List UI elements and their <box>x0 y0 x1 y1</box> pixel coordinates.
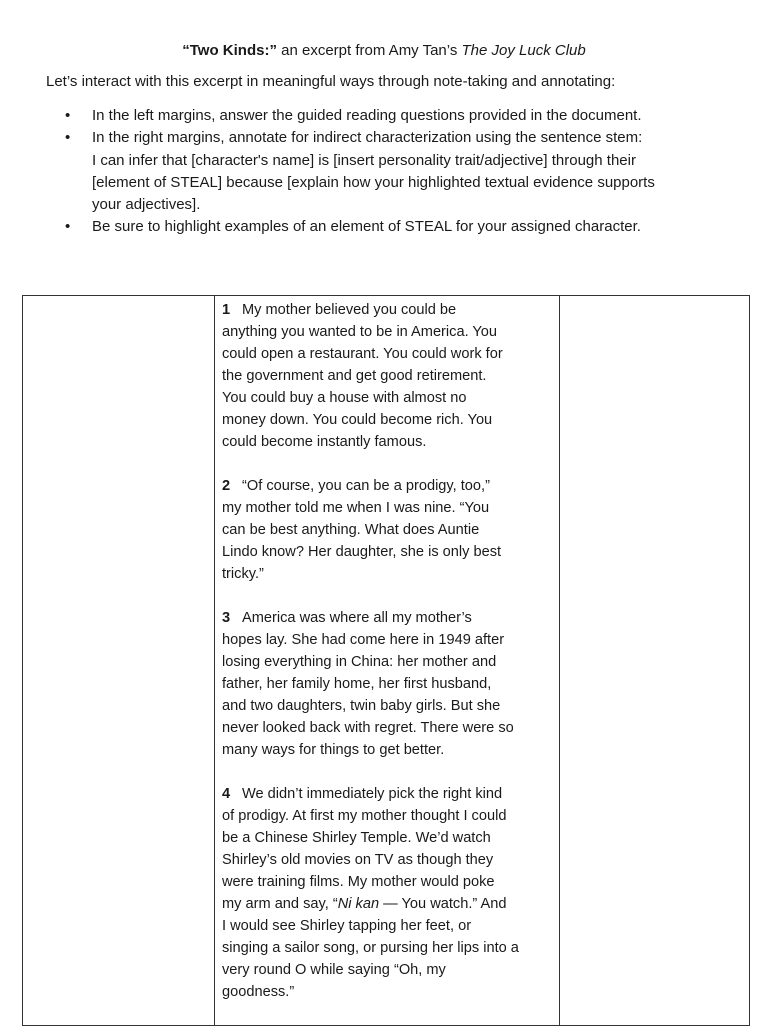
instruction-line: Be sure to highlight examples of an element of STEAL for your assigned character. <box>92 218 641 236</box>
passage-line: Lindo know? Her daughter, she is only best <box>222 544 502 560</box>
passage-line: be a Chinese Shirley Temple. We’d watch <box>222 830 491 846</box>
passage-line <box>222 607 559 629</box>
passage-line: were training films. My mother would poke <box>222 874 495 890</box>
passage-line: tricky.” <box>222 566 264 582</box>
instruction-list <box>46 105 726 239</box>
right-margin-annotations[interactable] <box>560 296 750 1026</box>
passage-line: Shirley’s old movies on TV as though they <box>222 852 494 868</box>
instruction-line: [element of STEAL] because [explain how your highlighted textual evidence supports <box>92 173 655 191</box>
passage-line: many ways for things to get better. <box>222 742 445 758</box>
passage-paragraph <box>222 475 559 585</box>
bullet-icon: • <box>65 218 71 236</box>
passage-line <box>222 475 559 497</box>
passage-line: singing a sailor song, or pursing her lips into a <box>222 940 519 956</box>
passage-column <box>215 296 560 1026</box>
passage-line: losing everything in China: her mother and <box>222 654 497 670</box>
passage-text-pre: my arm and say, “ <box>222 896 338 912</box>
passage-line: my mother told me when I was nine. “You <box>222 500 490 516</box>
passage-line: very round O while saying “Oh, my <box>222 962 446 978</box>
passage-paragraph <box>222 299 559 453</box>
instruction-line: your adjectives]. <box>92 196 201 214</box>
passage-line: goodness.” <box>222 984 295 1000</box>
passage-text-post: — You watch.” And <box>379 896 507 912</box>
passage-line: never looked back with regret. There were so <box>222 720 514 736</box>
passage-text: “Of course, you can be a prodigy, too,” <box>242 478 490 494</box>
passage-line: the government and get good retirement. <box>222 368 487 384</box>
passage-paragraph <box>222 607 559 761</box>
title-bold: “Two Kinds:” <box>182 42 277 59</box>
passage-line: You could buy a house with almost no <box>222 390 467 406</box>
passage-paragraph <box>222 783 559 1003</box>
passage-text: America was where all my mother’s <box>242 610 472 626</box>
passage-line: could become instantly famous. <box>222 434 427 450</box>
passage-line <box>222 893 559 915</box>
passage-line: and two daughters, twin baby girls. But she <box>222 698 501 714</box>
title-text: an excerpt from Amy Tan’s <box>276 42 462 59</box>
instruction-item <box>46 216 726 238</box>
passage-line <box>222 783 559 805</box>
passage-line: I would see Shirley tapping her feet, or <box>222 918 472 934</box>
instruction-item <box>46 127 726 216</box>
document-title <box>0 42 768 59</box>
instruction-line: I can infer that [character's name] is [insert personality trait/adjective] through their <box>92 151 636 169</box>
passage-line: of prodigy. At first my mother thought I could <box>222 808 507 824</box>
instruction-line: In the left margins, answer the guided reading questions provided in the document. <box>92 107 642 124</box>
passage-line: anything you wanted to be in America. You <box>222 324 498 340</box>
passage-text: My mother believed you could be <box>242 302 457 318</box>
title-book: The Joy Luck Club <box>461 42 586 59</box>
paragraph-number: 2 <box>222 478 231 494</box>
bullet-icon: • <box>65 107 71 124</box>
passage-line: hopes lay. She had come here in 1949 after <box>222 632 505 648</box>
annotation-table <box>22 295 750 1026</box>
instruction-item <box>46 105 726 127</box>
passage-line: money down. You could become rich. You <box>222 412 493 428</box>
bullet-icon: • <box>65 129 71 147</box>
passage-line: can be best anything. What does Auntie <box>222 522 480 538</box>
passage-line: father, her family home, her first husband, <box>222 676 492 692</box>
passage-line <box>222 299 559 321</box>
left-margin-notes[interactable] <box>23 296 215 1026</box>
paragraph-number: 4 <box>222 786 231 802</box>
passage-line: could open a restaurant. You could work for <box>222 346 503 362</box>
instruction-line: In the right margins, annotate for indirect characterization using the sentence stem: <box>92 129 643 147</box>
passage-text: We didn’t immediately pick the right kind <box>242 786 503 802</box>
passage-text-italic: Ni kan <box>337 896 380 912</box>
intro-text: Let’s interact with this excerpt in meaningful ways through note-taking and annotating: <box>46 73 616 90</box>
paragraph-number: 3 <box>222 610 231 626</box>
paragraph-number: 1 <box>222 302 231 318</box>
